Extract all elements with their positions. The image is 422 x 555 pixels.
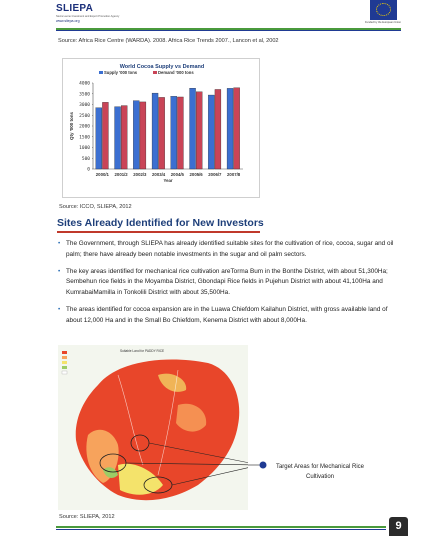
cocoa-chart bbox=[62, 58, 260, 198]
y-tick-label: 500 bbox=[81, 156, 90, 162]
bar bbox=[121, 106, 127, 169]
bullet-item bbox=[58, 305, 403, 327]
callout-leader bbox=[248, 455, 268, 475]
bullet-text: The areas identified for cocoa expansion are in the Luawa Chiefdom Kailahun District, with gross available land of about 12,000 Ha and in the Small Bo Chiefdom, Kenema District with about 8,000Ha. bbox=[66, 305, 388, 324]
bar bbox=[171, 96, 177, 169]
logo-tagline: Sierra Leone Investment and Export Promotion Agency bbox=[56, 15, 120, 18]
x-tick-label: 2005/6 bbox=[189, 172, 203, 177]
eu-tagline: Funded by the European Union bbox=[365, 21, 402, 24]
bar bbox=[115, 107, 121, 169]
sliepa-logo bbox=[56, 3, 119, 23]
x-tick-label: 2006/7 bbox=[208, 172, 222, 177]
bar bbox=[215, 89, 221, 169]
x-tick-label: 2001/2 bbox=[114, 172, 128, 177]
legend-label: Demand '000 tons bbox=[158, 70, 194, 75]
bar bbox=[234, 88, 240, 169]
bullet-list bbox=[58, 239, 403, 333]
bar bbox=[159, 97, 165, 169]
bullet-item bbox=[58, 239, 403, 261]
logo-website: www.sliepa.org bbox=[56, 19, 80, 23]
map-image bbox=[58, 345, 248, 510]
chart-canvas bbox=[63, 59, 261, 199]
y-tick-label: 4000 bbox=[79, 81, 90, 87]
bar bbox=[152, 93, 158, 169]
logo-title: SLIEPA bbox=[56, 3, 94, 14]
header-rule-blue bbox=[56, 30, 401, 31]
y-tick-label: 1500 bbox=[79, 135, 90, 141]
y-axis-label: Qty '000 tons bbox=[69, 111, 74, 141]
y-tick-label: 2000 bbox=[79, 124, 90, 130]
bar bbox=[208, 95, 214, 169]
y-tick-label: 0 bbox=[87, 167, 90, 173]
page-header bbox=[0, 0, 422, 30]
footer-rule-blue bbox=[56, 529, 386, 530]
map-source: Source: SLIEPA, 2012 bbox=[59, 514, 115, 520]
map-callout: Target Areas for Mechanical Rice Cultivation bbox=[275, 464, 365, 480]
heading-underline bbox=[57, 231, 260, 233]
bar bbox=[196, 92, 202, 169]
bullet-text: The Government, through SLIEPA has already identified suitable sites for the cultivation of rice, cocoa, sugar and oil palm; there have already been notable investments in the sugar and oil palm sectors. bbox=[66, 240, 394, 258]
chart-title: World Cocoa Supply vs Demand bbox=[119, 64, 205, 70]
bullet-item bbox=[58, 267, 403, 299]
map-title: Suitable Land for PADDY RICE bbox=[120, 349, 165, 353]
x-tick-label: 2000/1 bbox=[95, 172, 109, 177]
bar bbox=[140, 102, 146, 169]
x-tick-label: 2003/4 bbox=[152, 172, 166, 177]
legend-swatch bbox=[153, 71, 157, 74]
chart-source: Source: ICCO, SLIEPA, 2012 bbox=[59, 204, 132, 210]
bar bbox=[177, 97, 183, 169]
bar bbox=[190, 88, 196, 169]
x-tick-label: 2004/5 bbox=[170, 172, 184, 177]
bar bbox=[227, 88, 233, 169]
legend-label: Supply '000 tons bbox=[104, 70, 138, 75]
bar bbox=[96, 108, 102, 169]
rice-suitability-map bbox=[58, 345, 248, 510]
y-tick-label: 2500 bbox=[79, 113, 90, 119]
footer-rule bbox=[56, 526, 386, 528]
bullet-dot-icon: • bbox=[58, 240, 61, 247]
section-heading: Sites Already Identified for New Investors bbox=[57, 217, 264, 229]
legend-swatch bbox=[99, 71, 103, 74]
x-tick-label: 2002/3 bbox=[133, 172, 147, 177]
y-tick-label: 3000 bbox=[79, 103, 90, 108]
bullet-text: The key areas identified for mechanical rice cultivation areTorma Bum in the Bonthe District, with about 51,300Ha; Sembehun rice fields in the Moyamba District, Gbondapi Rice fields in Pujehun District with about 41,100Ha and KumrabaiMamilla in Tonkolili District with about 35,500Ha. bbox=[66, 267, 388, 297]
bar bbox=[102, 102, 108, 169]
bullet-dot-icon: • bbox=[58, 267, 61, 275]
chart-source-top: Source: Africa Rice Centre (WARDA). 2008. Africa Rice Trends 2007., Lancon et al, 2002 bbox=[58, 38, 279, 44]
x-axis-label: Year bbox=[163, 178, 173, 183]
page-number: 9 bbox=[389, 517, 408, 536]
bar bbox=[133, 101, 139, 169]
bullet-dot-icon: • bbox=[58, 305, 61, 313]
eu-flag-icon bbox=[370, 0, 397, 20]
x-tick-label: 2007/8 bbox=[227, 172, 241, 177]
y-tick-label: 3500 bbox=[79, 92, 90, 98]
y-tick-label: 1000 bbox=[79, 146, 90, 151]
